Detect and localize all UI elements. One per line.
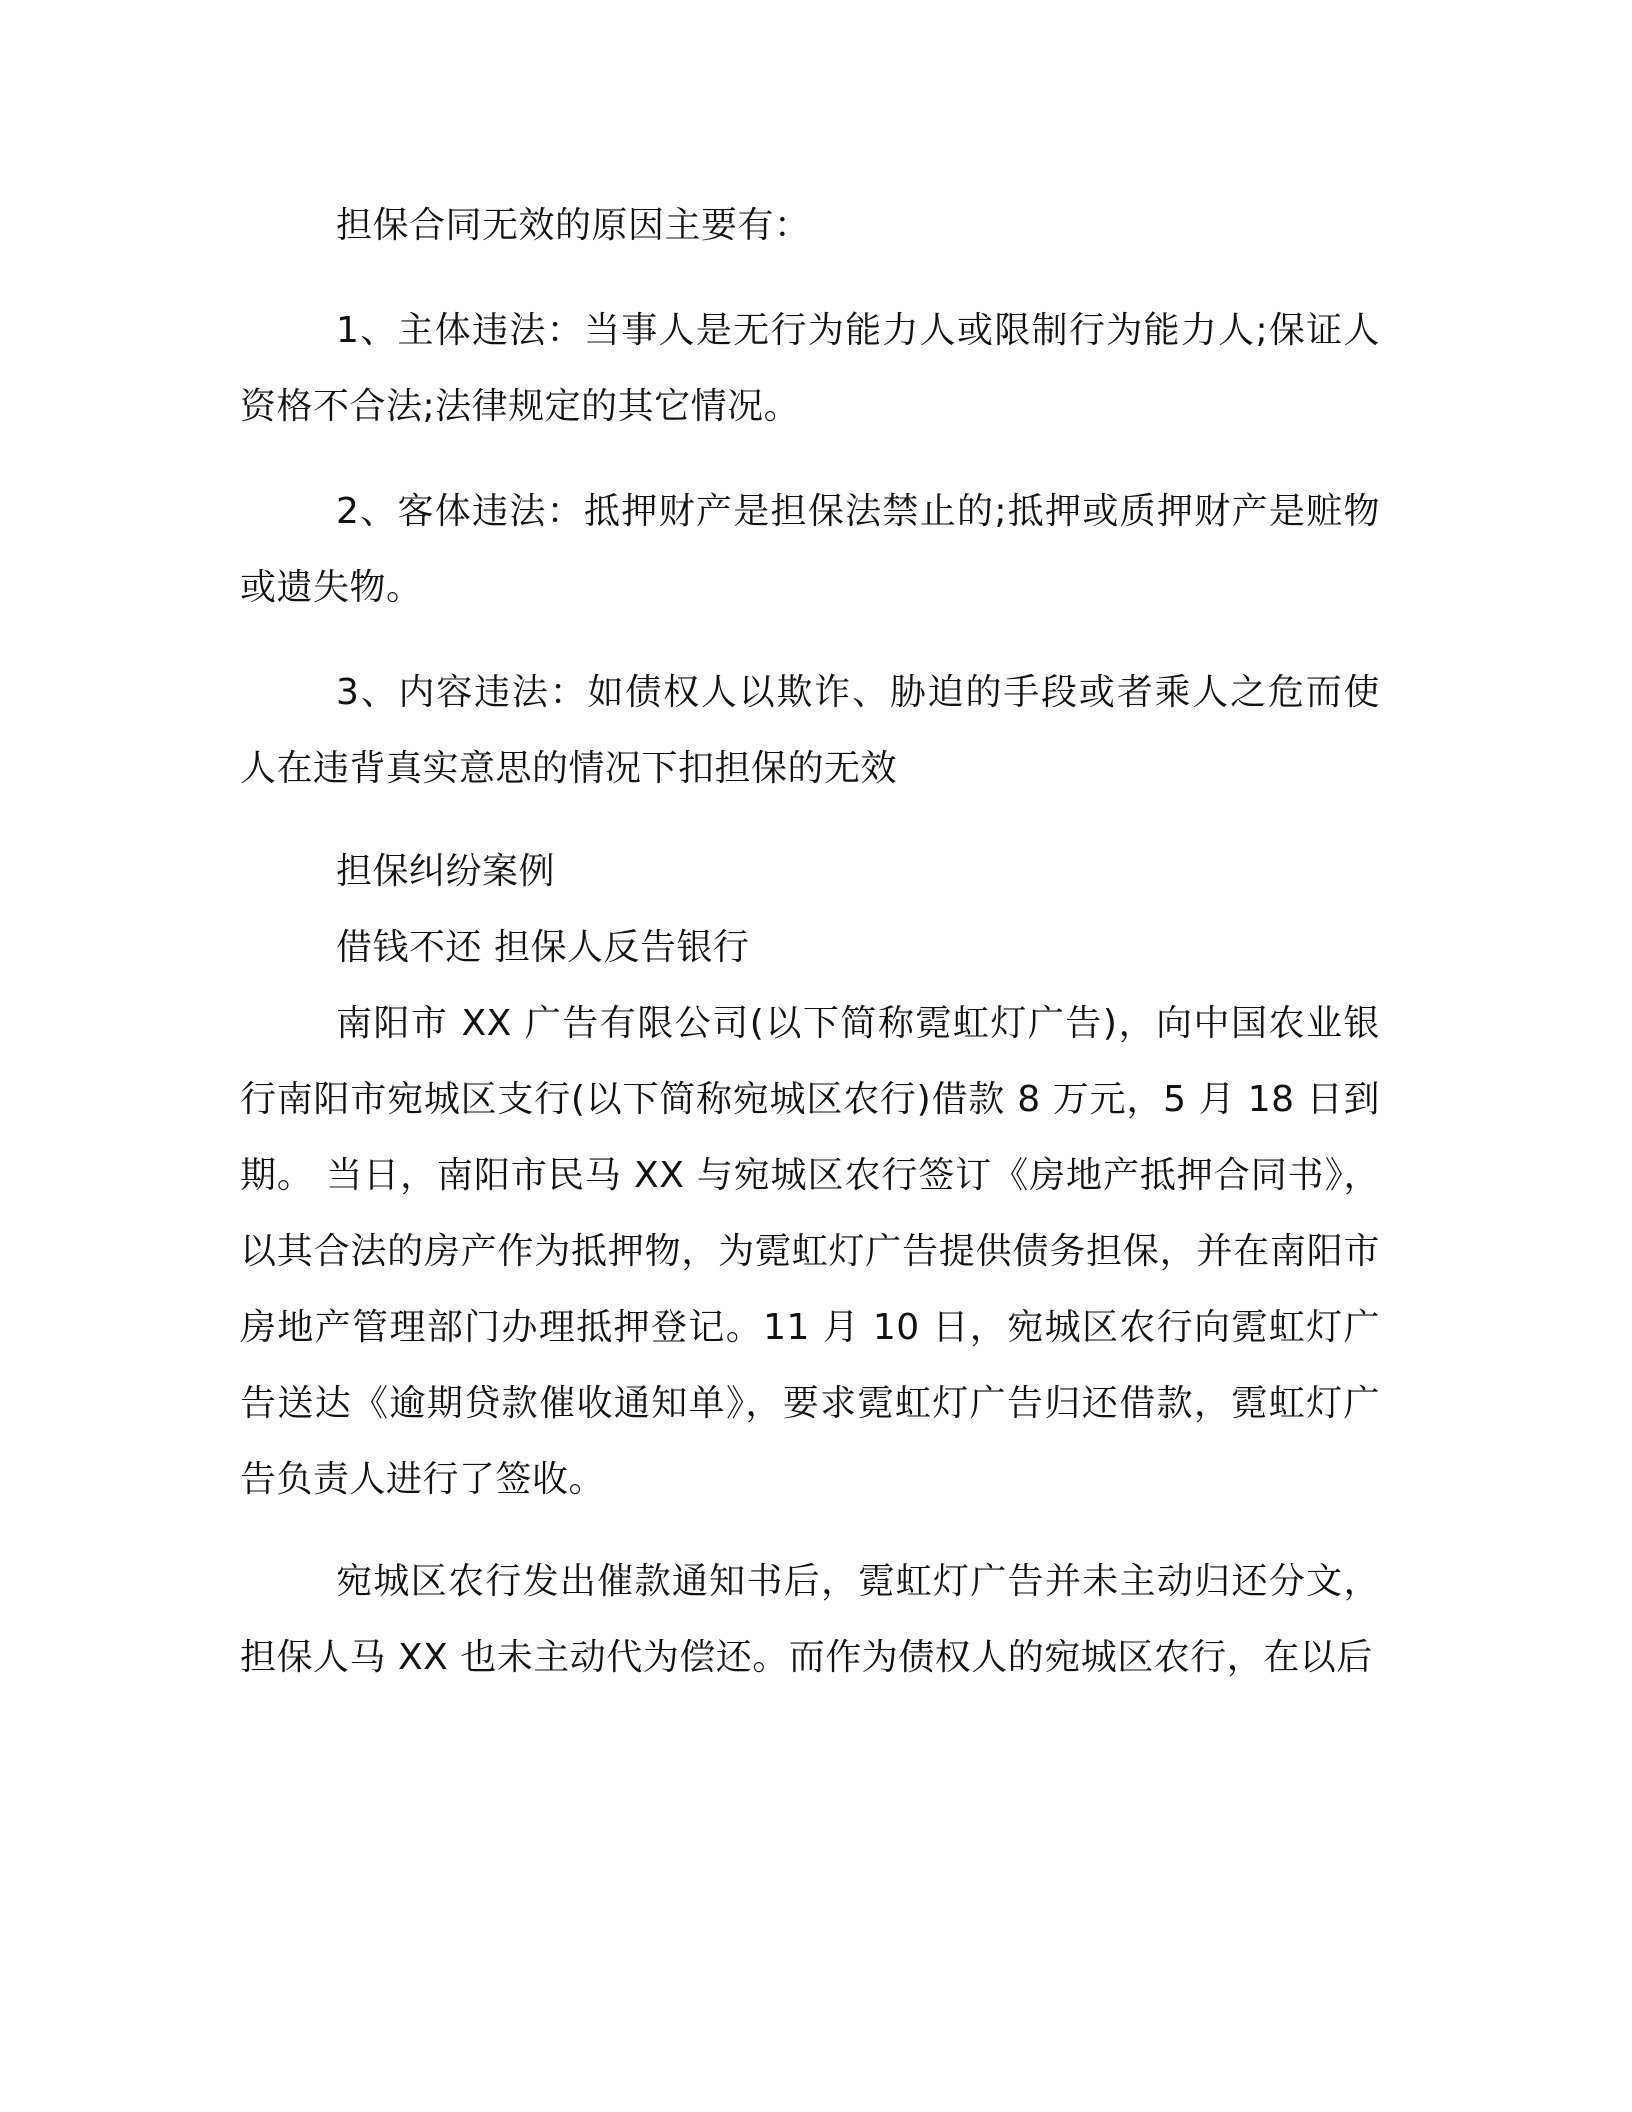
paragraph-reason-2: 2、客体违法：抵押财产是担保法禁止的;抵押或质押财产是赃物或遗失物。 [240, 491, 1380, 608]
document-body [240, 188, 1380, 1696]
paragraph-reason-3: 3、内容违法：如债权人以欺诈、胁迫的手段或者乘人之危而使人在违背真实意思的情况下扣担保的无效 [240, 672, 1380, 789]
paragraph-invalid-reasons-heading: 担保合同无效的原因主要有： [336, 205, 811, 246]
paragraph-case-body-2: 宛城区农行发出催款通知书后，霓虹灯广告并未主动归还分文，担保人马 XX 也未主动代为偿还。而作为债权人的宛城区农行，在以后 [240, 1561, 1380, 1678]
paragraph-case-body-1: 南阳市 XX 广告有限公司(以下简称霓虹灯广告)，向中国农业银行南阳市宛城区支行(以下简称宛城区农行)借款 8 万元，5 月 18 日到期。 当日，南阳市民马 XX 与宛城区农行签订《房地产抵押合同书》，以其合法的房产作为抵押物，为霓虹灯广告提供债务担保，并在南阳市房地产管理部门办理抵押登记。11 月 10 日，宛城区农行向霓虹灯广告送达《逾期贷款催收通知单》，要求霓虹灯广告归还借款，霓虹灯广告负责人进行了签收。 [240, 1003, 1380, 1500]
paragraph-reason-1: 1、主体违法：当事人是无行为能力人或限制行为能力人;保证人资格不合法;法律规定的其它情况。 [240, 310, 1380, 427]
paragraph-case-heading: 担保纠纷案例 [336, 851, 556, 892]
paragraph-case-title: 借钱不还 担保人反告银行 [336, 927, 750, 968]
